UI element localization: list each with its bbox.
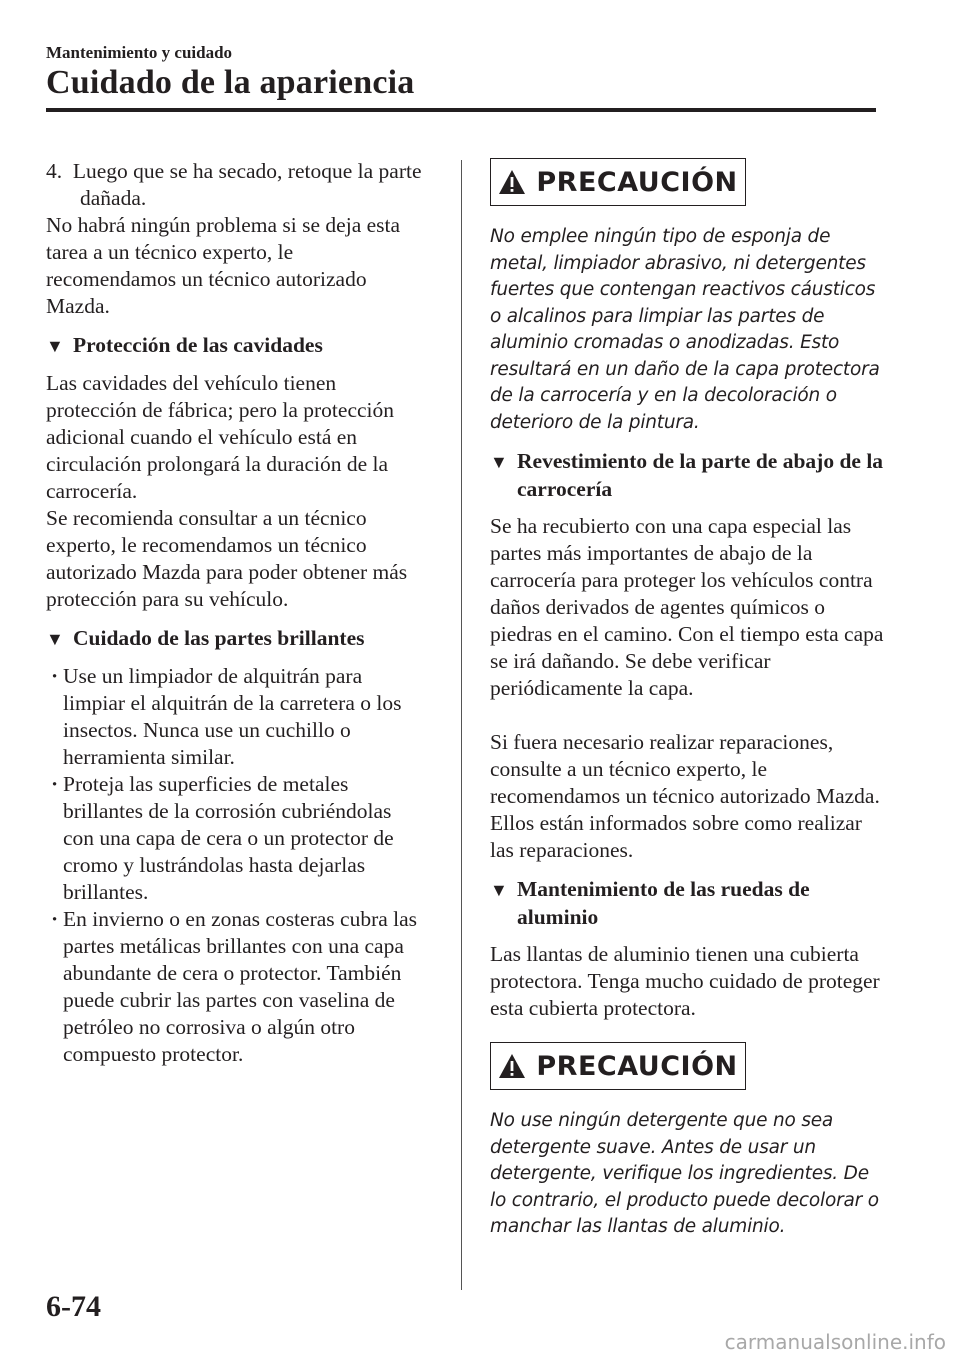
column-divider: [461, 160, 462, 1290]
list-item-text: Proteja las superficies de metales brillantes de la corrosión cubriéndolas con una capa de cera o un protector de cromo y lustrándolas hasta dejarlas brillantes.: [63, 772, 394, 904]
step-4-note: No habrá ningún problema si se deja esta tarea a un técnico experto, le recomendamos un técnico autorizado Mazda.: [46, 213, 401, 318]
caution-text: No use ningún detergente que no sea detergente suave. Antes de usar un detergente, verifique los ingredientes. De lo contrario, el producto puede decolorar o manchar las llantas de aluminio.: [490, 1110, 879, 1237]
heading-aluminum-wheels: [490, 876, 885, 931]
bullet-icon: ·: [51, 907, 59, 931]
paragraph: Las cavidades del vehículo tienen protección de fábrica; pero la protección adicional cuando el vehículo está en circulación prolongará la duración de la carrocería.: [46, 371, 394, 503]
bullet-list: [46, 663, 426, 1068]
heading-text: Cuidado de las partes brillantes: [73, 626, 365, 650]
heading-bright-parts-care: [46, 625, 426, 653]
step-text: Luego que se ha secado, retoque la parte dañada.: [72, 159, 422, 210]
paragraph: Las llantas de aluminio tienen una cubierta protectora. Tenga mucho cuidado de proteger esta cubierta protectora.: [490, 942, 880, 1020]
caution-label: PRECAUCIÓN: [536, 1050, 738, 1082]
bullet-icon: ·: [51, 772, 59, 796]
caution-box: [490, 1042, 746, 1090]
list-item: [46, 663, 426, 771]
warning-triangle-icon: [498, 169, 526, 195]
watermark: carmanualsonline.info: [724, 1330, 946, 1354]
heading-text: Mantenimiento de las ruedas de aluminio: [517, 877, 810, 929]
page-number: 6-74: [46, 1290, 101, 1323]
left-column: [46, 158, 426, 1068]
list-item-text: Use un limpiador de alquitrán para limpiar el alquitrán de la carretera o los insectos. Nunca use un cuchillo o herramienta similar.: [63, 664, 402, 769]
step-4: [46, 158, 426, 212]
triangle-down-icon: ▼: [490, 452, 508, 472]
paragraph: Se ha recubierto con una capa especial las partes más importantes de abajo de la carrocería para proteger los vehículos contra daños derivados de agentes químicos o piedras en el camino. Con el tiempo esta capa se irá dañando. Se debe verificar periódicamente la capa.: [490, 514, 884, 700]
paragraph: Se recomienda consultar a un técnico experto, le recomendamos un técnico autorizado Mazda para poder obtener más protección para su vehículo.: [46, 506, 408, 611]
bullet-icon: ·: [51, 664, 59, 688]
caution-box: [490, 158, 746, 206]
triangle-down-icon: ▼: [46, 629, 64, 649]
caution-label: PRECAUCIÓN: [536, 166, 738, 198]
caution-text: No emplee ningún tipo de esponja de metal, limpiador abrasivo, ni detergentes fuertes que contengan reactivos cáusticos o alcalinos para limpiar las partes de aluminio cromadas o anodizadas. Esto resultará en un daño de la capa protectora de la carrocería y en la decoloración o deterioro de la pintura.: [490, 226, 880, 433]
heading-underbody-coating: [490, 448, 885, 503]
step-number: 4.: [46, 159, 63, 183]
list-item: [46, 771, 426, 906]
header-divider: [46, 108, 876, 112]
paragraph: Si fuera necesario realizar reparaciones, consulte a un técnico experto, le recomendamos un técnico autorizado Mazda. Ellos están informados sobre como realizar las reparaciones.: [490, 730, 880, 862]
list-item: [46, 906, 426, 1068]
triangle-down-icon: ▼: [490, 880, 508, 900]
warning-triangle-icon: [498, 1053, 526, 1079]
section-label: Mantenimiento y cuidado: [46, 43, 233, 62]
heading-cavity-protection: [46, 332, 426, 360]
heading-text: Protección de las cavidades: [73, 333, 323, 357]
page-title: Cuidado de la apariencia: [46, 64, 415, 101]
triangle-down-icon: ▼: [46, 336, 64, 356]
list-item-text: En invierno o en zonas costeras cubra las partes metálicas brillantes con una capa abundante de cera o protector. También puede cubrir las partes con vaselina de petróleo no corrosiva o algún otro compuesto protector.: [63, 907, 418, 1066]
right-column: [490, 158, 885, 1241]
heading-text: Revestimiento de la parte de abajo de la carrocería: [517, 449, 884, 501]
